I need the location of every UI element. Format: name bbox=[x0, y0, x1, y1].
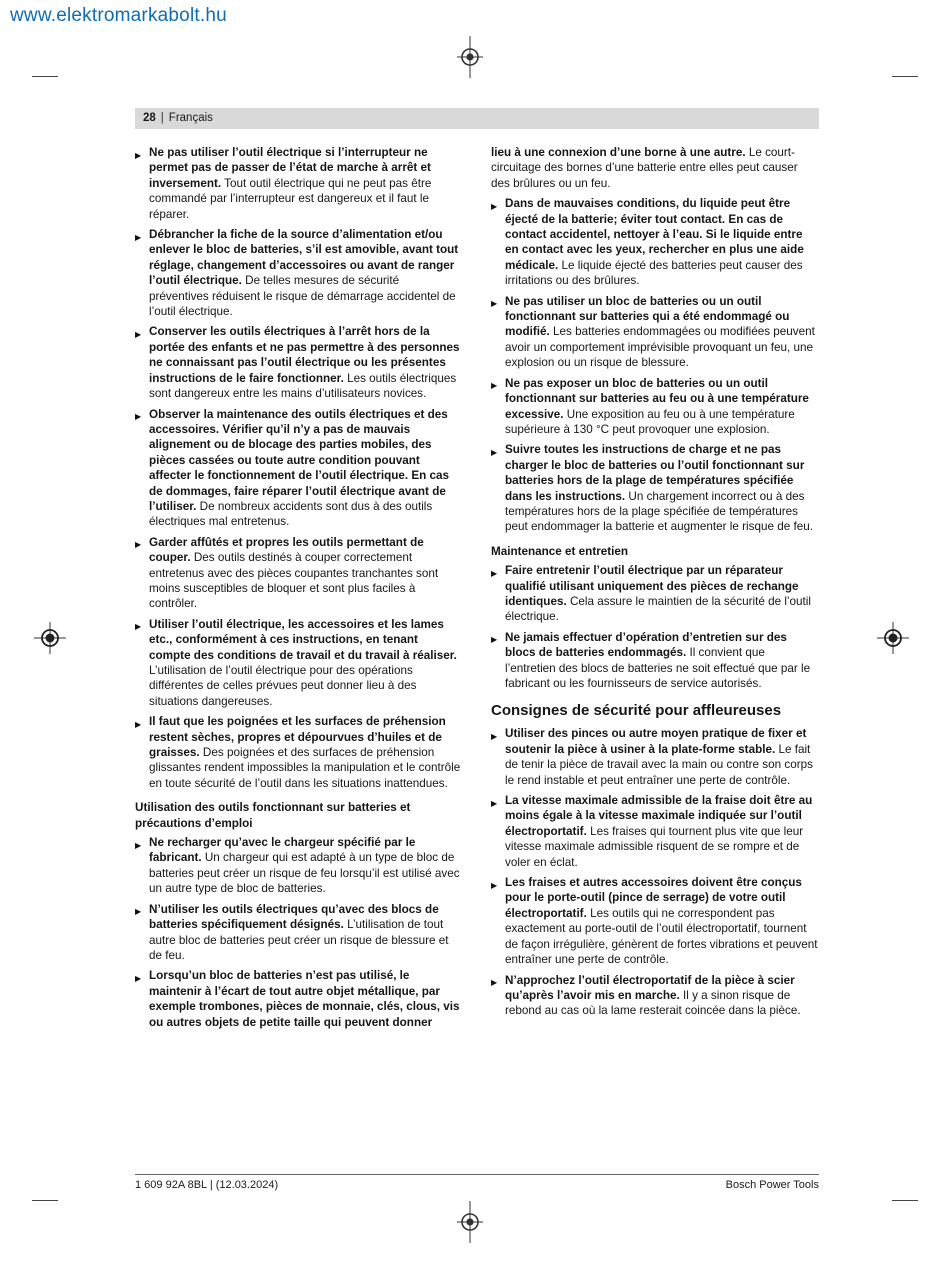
bullet-bold-text: Ne pas utiliser l’outil électrique si l’interrupteur ne permet pas de passer de l’état de marche à arrêt et inversement. bbox=[149, 146, 431, 190]
safety-bullet-item bbox=[135, 535, 462, 612]
bullet-triangle-icon: ▶ bbox=[491, 731, 498, 741]
bullet-triangle-icon: ▶ bbox=[135, 840, 142, 850]
bullet-triangle-icon: ▶ bbox=[135, 412, 142, 421]
page-number: 28 bbox=[143, 112, 156, 124]
crop-mark-top-right bbox=[892, 76, 918, 77]
page-header bbox=[135, 108, 819, 129]
bullet-body-text: L’utilisation de tout autre bloc de batteries peut créer un risque de blessure et de feu. bbox=[149, 918, 449, 962]
bullet-bold-text: Ne jamais effectuer d’opération d’entretien sur des blocs de batteries endommagés. bbox=[505, 630, 787, 660]
crop-mark-top-left bbox=[32, 76, 58, 77]
safety-bullet-item bbox=[491, 442, 818, 534]
bullet-body-text: Les fraises qui tournent plus vite que leur vitesse maximale admissible risquent de se rompre et de voler en éclat. bbox=[505, 824, 804, 869]
page-content bbox=[135, 108, 819, 1035]
safety-bullet-item bbox=[135, 407, 462, 530]
bullet-triangle-icon: ▶ bbox=[491, 635, 498, 645]
safety-bullet-item bbox=[491, 793, 818, 870]
paragraph-continuation bbox=[491, 145, 818, 191]
bullet-body-text: Les outils qui ne correspondent pas exactement au porte-outil de l’outil électroportatif, tournent de façon irrégulière, génèrent de fortes vibrations et peuvent entraîner une perte de contrôle. bbox=[505, 906, 818, 967]
bullet-bold-text: Lorsqu’un bloc de batteries n’est pas utilisé, le maintenir à l’écart de tout autre objet métallique, par exemple trombones, pièces de monnaie, clés, clous, vis ou autres objets de petite taille qui peuvent donner bbox=[149, 969, 460, 1029]
bullet-bold-text: Conserver les outils électriques à l’arrêt hors de la portée des enfants et ne pas permettre à des personnes ne connaissant pas l’outil électrique ou les présentes instructions de le faire fonctionner. bbox=[149, 325, 460, 385]
bullet-bold-text: Ne pas exposer un bloc de batteries ou un outil fonctionnant sur batteries au feu ou à une température excessive. bbox=[505, 376, 809, 421]
brand-name: Bosch Power Tools bbox=[725, 1179, 819, 1191]
two-column-layout bbox=[135, 145, 819, 1035]
bullet-body-text: L’utilisation de l’outil électrique pour des opérations différentes de celles prévues peut donner lieu à des situations dangereuses. bbox=[149, 664, 417, 708]
bullet-triangle-icon: ▶ bbox=[491, 299, 498, 309]
safety-bullet-item bbox=[491, 294, 818, 371]
bullet-body-text: Il y a sinon risque de rebond au cas où la lame resterait coincée dans la pièce. bbox=[505, 988, 801, 1018]
bullet-body-text: Il convient que l’entretien des blocs de batteries ne soit effectué que par le fabricant ou les fournisseurs de service autorisés. bbox=[505, 646, 811, 690]
bullet-triangle-icon: ▶ bbox=[135, 622, 142, 632]
bullet-bold-text: La vitesse maximale admissible de la fraise doit être au moins égale à la vitesse maximale indiquée sur l’outil électroportatif. bbox=[505, 794, 813, 838]
bullet-body-text: Des poignées et des surfaces de préhension glissantes rendent impossibles la manipulation et le contrôle en toute sécurité de l’outil dans les situations inattendues. bbox=[149, 746, 461, 790]
bullet-bold-text: N’approchez l’outil électroportatif de la pièce à scier qu’après l’avoir mis en marche. bbox=[505, 973, 795, 1002]
bullet-bold-text: Ne pas utiliser un bloc de batteries ou un outil fonctionnant sur batteries qui a été endommagé ou modifié. bbox=[505, 294, 790, 339]
bullet-body-text: Le liquide éjecté des batteries peut causer des irritations ou des brûlures. bbox=[505, 258, 803, 288]
bullet-triangle-icon: ▶ bbox=[135, 540, 142, 550]
bullet-body-text: Tout outil électrique qui ne peut pas être commandé par l’interrupteur est dangereux et il faut le réparer. bbox=[149, 176, 432, 221]
header-separator: | bbox=[160, 112, 164, 124]
bullet-bold-text: Suivre toutes les instructions de charge et ne pas charger le bloc de batteries ou l’outil fonctionnant sur batteries hors de la plage de températures spécifiée dans les instructions. bbox=[505, 443, 805, 503]
bullet-body-text: Cela assure le maintien de la sécurité de l’outil électrique. bbox=[505, 594, 811, 624]
safety-bullet-item bbox=[491, 630, 818, 692]
bullet-triangle-icon: ▶ bbox=[491, 201, 498, 211]
registration-mark-left bbox=[34, 622, 66, 654]
safety-bullet-item bbox=[491, 875, 818, 967]
bullet-body-text: De telles mesures de sécurité préventives réduisent le risque de démarrage accidentel de l’outil électrique. bbox=[149, 274, 456, 319]
registration-mark-right bbox=[877, 622, 909, 654]
bullet-triangle-icon: ▶ bbox=[135, 719, 142, 729]
bullet-triangle-icon: ▶ bbox=[135, 329, 142, 339]
bullet-bold-text: Utiliser des pinces ou autre moyen pratique de fixer et soutenir la pièce à usiner à la plate-forme stable. bbox=[505, 727, 807, 756]
bullet-bold-text: Utiliser l’outil électrique, les accessoires et les lames etc., conformément à ces instructions, en tenant compte des conditions de travail et du travail à réaliser. bbox=[149, 617, 457, 662]
bullet-body-text: Des outils destinés à couper correctement entretenus avec des pièces coupantes tranchantes sont moins susceptibles de bloquer et sont plus faciles à contrôler. bbox=[149, 551, 439, 611]
bullet-triangle-icon: ▶ bbox=[491, 978, 498, 987]
bullet-triangle-icon: ▶ bbox=[135, 232, 142, 242]
bullet-body-text: Le fait de tenir la pièce de travail avec la main ou contre son corps le rend instable et peut entraîner une perte de contrôle. bbox=[505, 742, 813, 787]
page-footer bbox=[135, 1174, 819, 1191]
safety-bullet-item bbox=[135, 617, 462, 709]
registration-mark-top bbox=[454, 36, 486, 78]
bullet-triangle-icon: ▶ bbox=[491, 880, 498, 890]
safety-bullet-item bbox=[491, 376, 818, 438]
watermark-link[interactable]: www.elektromarkabolt.hu bbox=[10, 5, 227, 26]
bullet-bold-text: Faire entretenir l’outil électrique par un réparateur qualifié utilisant uniquement des pièces de rechange identiques. bbox=[505, 564, 799, 608]
bullet-bold-text: Observer la maintenance des outils électriques et des accessoires. Vérifier qu’il n’y a pas de mauvais alignement ou de blocage des parties mobiles, des pièces cassées ou toute autre condition pouvant affecter le fonctionnement de l’outil électrique. En cas de dommages, faire réparer l’outil électrique avant de l’utiliser. bbox=[149, 407, 450, 513]
bullet-triangle-icon: ▶ bbox=[491, 568, 498, 578]
bullet-body-text: Les batteries endommagées ou modifiées peuvent avoir un comportement imprévisible provoquant un feu, une explosion ou un risque de blessure. bbox=[505, 325, 815, 370]
bullet-body-text: Une exposition au feu ou à une température supérieure à 130 °C peut provoquer une explosion. bbox=[505, 407, 795, 436]
safety-bullet-item bbox=[135, 835, 462, 897]
bullet-triangle-icon: ▶ bbox=[135, 907, 142, 917]
registration-mark-bottom bbox=[454, 1201, 486, 1243]
safety-bullet-item bbox=[135, 902, 462, 964]
bullet-bold-text: Débrancher la fiche de la source d’alimentation et/ou enlever le bloc de batteries, s’il est amovible, avant tout réglage, changement d’accessoires ou avant de ranger l’outil électrique. bbox=[149, 228, 459, 288]
safety-bullet-item bbox=[135, 145, 462, 222]
bullet-bold-text: Garder affûtés et propres les outils permettant de couper. bbox=[149, 535, 424, 565]
bullet-triangle-icon: ▶ bbox=[135, 973, 142, 983]
bullet-triangle-icon: ▶ bbox=[491, 447, 498, 457]
bullet-triangle-icon: ▶ bbox=[491, 381, 498, 391]
document-reference: 1 609 92A 8BL | (12.03.2024) bbox=[135, 1179, 279, 1191]
bullet-body-text: Un chargeur qui est adapté à un type de bloc de batteries peut créer un risque de feu lorsqu’il est utilisé avec un autre type de bloc de batteries. bbox=[149, 851, 460, 896]
column-right bbox=[491, 145, 818, 1035]
bullet-bold-text: Ne recharger qu’avec le chargeur spécifié par le fabricant. bbox=[149, 836, 416, 865]
bullet-bold-text: Les fraises et autres accessoires doivent être conçus pour le porte-outil (pince de serrage) de votre outil électroportatif. bbox=[505, 876, 802, 920]
safety-bullet-item bbox=[135, 968, 462, 1030]
bullet-body-text: De nombreux accidents sont dus à des outils électriques mal entretenus. bbox=[149, 499, 433, 529]
bullet-triangle-icon: ▶ bbox=[491, 798, 498, 808]
safety-bullet-item bbox=[491, 196, 818, 288]
column-left bbox=[135, 145, 462, 1035]
safety-bullet-item bbox=[491, 563, 818, 625]
bullet-body-text: Les outils électriques sont dangereux entre les mains d’utilisateurs novices. bbox=[149, 371, 457, 401]
bullet-bold-text: Dans de mauvaises conditions, du liquide peut être éjecté de la batterie; éviter tout contact. En cas de contact accidentel, nettoyer à l’eau. Si le liquide entre en contact avec les yeux, rechercher en plus une aide médicale. bbox=[505, 197, 804, 272]
crop-mark-bottom-left bbox=[32, 1200, 58, 1201]
page-language: Français bbox=[168, 112, 213, 124]
safety-bullet-item bbox=[491, 726, 818, 788]
bullet-bold-text: lieu à une connexion d’une borne à une autre. bbox=[491, 146, 746, 159]
safety-bullet-item bbox=[135, 714, 462, 791]
bullet-body-text: Un chargement incorrect ou à des températures hors de la plage spécifiée de températures peut endommager la batterie et augmenter le risque de feu. bbox=[505, 489, 813, 534]
subsection-heading: Maintenance et entretien bbox=[491, 544, 629, 558]
bullet-body-text: Le court-circuitage des bornes d’une batterie entre elles peut causer des brûlures ou un feu. bbox=[491, 146, 798, 190]
subsection-heading: Utilisation des outils fonctionnant sur batteries et précautions d’emploi bbox=[135, 801, 411, 830]
crop-mark-bottom-right bbox=[892, 1200, 918, 1201]
bullet-triangle-icon: ▶ bbox=[135, 150, 142, 160]
safety-bullet-item bbox=[135, 227, 462, 319]
section-heading: Consignes de sécurité pour affleureuses bbox=[491, 702, 782, 720]
bullet-bold-text: Il faut que les poignées et les surfaces de préhension restent sèches, propres et dépourvues d’huiles et de graisses. bbox=[149, 715, 446, 760]
safety-bullet-item bbox=[135, 324, 462, 401]
bullet-bold-text: N’utiliser les outils électriques qu’avec des blocs de batteries spécifiquement désignés. bbox=[149, 902, 439, 932]
safety-bullet-item bbox=[491, 973, 818, 1019]
